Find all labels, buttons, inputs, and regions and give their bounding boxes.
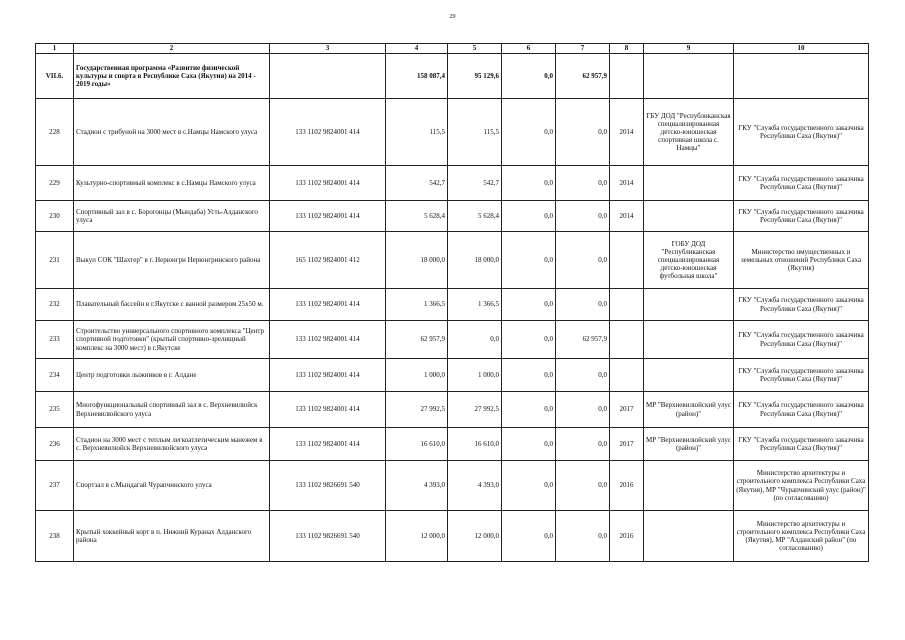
row-number: 231 xyxy=(36,232,74,289)
row-number: 236 xyxy=(36,428,74,461)
customer-cell: Министерство архитектуры и строительного комплекса Республики Саха (Якутия), МР "Чурапчинский улус (район)" (по согласованию) xyxy=(734,461,869,511)
object-name: Спортзал в с.Мындагай Чурапчинского улуса xyxy=(74,461,270,511)
amount-col7: 0,0 xyxy=(556,511,610,562)
year-cell: 2014 xyxy=(610,201,644,232)
total-amount: 158 087,4 xyxy=(386,54,448,99)
customer-cell: ГКУ "Служба государственного заказчика Республики Саха (Якутия)" xyxy=(734,201,869,232)
object-name: Стадион на 3000 мест с теплым легкоатлетическим манежем в с. Верхневилюйск Верхневилюйского улуса xyxy=(74,428,270,461)
organization-cell xyxy=(644,289,734,321)
organization-cell: ГОБУ ДОД "Республиканская специализированная детско-юношеская футбольная школа" xyxy=(644,232,734,289)
organization-cell xyxy=(644,321,734,359)
customer-cell: ГКУ "Служба государственного заказчика Республики Саха (Якутия)" xyxy=(734,166,869,201)
amount-col5: 4 393,0 xyxy=(448,461,502,511)
column-header: 5 xyxy=(448,44,502,54)
object-name: Плавательный бассейн в г.Якутске с ванной размером 25х50 м. xyxy=(74,289,270,321)
amount-col5: 16 610,0 xyxy=(448,428,502,461)
customer-cell: ГКУ "Служба государственного заказчика Республики Саха (Якутия)" xyxy=(734,289,869,321)
total-amount: 1 366,5 xyxy=(386,289,448,321)
table-row xyxy=(36,232,869,289)
year-cell: 2017 xyxy=(610,392,644,428)
column-header: 4 xyxy=(386,44,448,54)
table-row xyxy=(36,428,869,461)
organization-cell xyxy=(644,54,734,99)
amount-col6: 0,0 xyxy=(502,392,556,428)
amount-col6: 0,0 xyxy=(502,289,556,321)
year-cell xyxy=(610,289,644,321)
amount-col7: 0,0 xyxy=(556,428,610,461)
customer-cell: ГКУ "Служба государственного заказчика Республики Саха (Якутия)" xyxy=(734,428,869,461)
row-number: 232 xyxy=(36,289,74,321)
object-name: Центр подготовки лыжников в г. Алдане xyxy=(74,359,270,392)
budget-code: 133 1102 9824001 414 xyxy=(270,99,386,166)
object-name: Культурно-спортивный комплекс в с.Намцы Намского улуса xyxy=(74,166,270,201)
total-amount: 62 957,9 xyxy=(386,321,448,359)
organization-cell: МР "Верхневилюйский улус (район)" xyxy=(644,428,734,461)
year-cell xyxy=(610,321,644,359)
customer-cell xyxy=(734,54,869,99)
amount-col5: 115,5 xyxy=(448,99,502,166)
table-row xyxy=(36,511,869,562)
year-cell xyxy=(610,359,644,392)
organization-cell xyxy=(644,461,734,511)
amount-col6: 0,0 xyxy=(502,201,556,232)
amount-col7: 0,0 xyxy=(556,392,610,428)
table-row xyxy=(36,289,869,321)
table-row xyxy=(36,392,869,428)
row-number: 237 xyxy=(36,461,74,511)
object-name: Выкуп СОК "Шахтер" в г. Нерюнгри Нерюнгринского района xyxy=(74,232,270,289)
amount-col7: 0,0 xyxy=(556,201,610,232)
program-code: VII.6. xyxy=(36,54,74,99)
program-name: Государственная программа «Развитие физической культуры и спорта в Республике Саха (Якутия) на 2014 - 2019 годы» xyxy=(74,54,270,99)
row-number: 235 xyxy=(36,392,74,428)
amount-col6: 0,0 xyxy=(502,461,556,511)
column-header: 9 xyxy=(644,44,734,54)
amount-col6: 0,0 xyxy=(502,359,556,392)
amount-col5: 95 129,6 xyxy=(448,54,502,99)
customer-cell: ГКУ "Служба государственного заказчика Республики Саха (Якутия)" xyxy=(734,99,869,166)
budget-code: 133 1102 9826691 540 xyxy=(270,511,386,562)
amount-col6: 0,0 xyxy=(502,166,556,201)
amount-col7: 0,0 xyxy=(556,461,610,511)
budget-code: 133 1102 9824001 414 xyxy=(270,428,386,461)
organization-cell xyxy=(644,359,734,392)
budget-code: 133 1102 9824001 414 xyxy=(270,201,386,232)
year-cell: 2014 xyxy=(610,166,644,201)
object-name: Крытый хоккейный корт в п. Нижний Куранах Алданского района xyxy=(74,511,270,562)
column-header: 6 xyxy=(502,44,556,54)
budget-code: 133 1102 9824001 414 xyxy=(270,166,386,201)
customer-cell: Министерство имущественных и земельных отношений Республики Саха (Якутия) xyxy=(734,232,869,289)
row-number: 234 xyxy=(36,359,74,392)
year-cell: 2017 xyxy=(610,428,644,461)
table-row xyxy=(36,201,869,232)
amount-col7: 62 957,9 xyxy=(556,321,610,359)
amount-col6: 0,0 xyxy=(502,428,556,461)
amount-col7: 0,0 xyxy=(556,289,610,321)
object-name: Спортивный зал в с. Борогонцы (Мындаба) Усть-Алданского улуса xyxy=(74,201,270,232)
amount-col7: 0,0 xyxy=(556,232,610,289)
customer-cell: ГКУ "Служба государственного заказчика Республики Саха (Якутия)" xyxy=(734,359,869,392)
total-amount: 4 393,0 xyxy=(386,461,448,511)
amount-col7: 0,0 xyxy=(556,166,610,201)
year-cell: 2016 xyxy=(610,461,644,511)
page-number: 29 xyxy=(449,14,456,20)
amount-col5: 5 628,4 xyxy=(448,201,502,232)
total-amount: 18 000,0 xyxy=(386,232,448,289)
table-row xyxy=(36,461,869,511)
row-number: 228 xyxy=(36,99,74,166)
amount-col6: 0,0 xyxy=(502,99,556,166)
year-cell xyxy=(610,232,644,289)
organization-cell xyxy=(644,201,734,232)
budget-code: 133 1102 9824001 414 xyxy=(270,289,386,321)
total-amount: 115,5 xyxy=(386,99,448,166)
year-cell: 2016 xyxy=(610,511,644,562)
amount-col5: 27 992,5 xyxy=(448,392,502,428)
total-amount: 1 000,0 xyxy=(386,359,448,392)
budget-code: 133 1102 9826691 540 xyxy=(270,461,386,511)
row-number: 229 xyxy=(36,166,74,201)
budget-code: 133 1102 9824001 414 xyxy=(270,392,386,428)
column-header: 10 xyxy=(734,44,869,54)
table-row xyxy=(36,166,869,201)
header-row xyxy=(36,44,869,54)
object-name: Строительство универсального спортивного комплекса "Центр спортивной подготовки" (крытый спортивно-зрелищный комплекс на 3000 мест) в г.Якутске xyxy=(74,321,270,359)
amount-col5: 1 366,5 xyxy=(448,289,502,321)
budget-code: 133 1102 9824001 414 xyxy=(270,359,386,392)
total-amount: 27 992,5 xyxy=(386,392,448,428)
total-amount: 12 000,0 xyxy=(386,511,448,562)
budget-code: 165 1102 9824001 412 xyxy=(270,232,386,289)
amount-col7: 0,0 xyxy=(556,359,610,392)
year-cell xyxy=(610,54,644,99)
amount-col6: 0,0 xyxy=(502,232,556,289)
row-number: 233 xyxy=(36,321,74,359)
table-row xyxy=(36,321,869,359)
column-header: 1 xyxy=(36,44,74,54)
column-header: 3 xyxy=(270,44,386,54)
organization-cell: МР "Верхневилюйский улус (район)" xyxy=(644,392,734,428)
column-header: 8 xyxy=(610,44,644,54)
table-row xyxy=(36,359,869,392)
column-header: 2 xyxy=(74,44,270,54)
year-cell: 2014 xyxy=(610,99,644,166)
customer-cell: ГКУ "Служба государственного заказчика Республики Саха (Якутия)" xyxy=(734,392,869,428)
object-name: Стадион с трибуной на 3000 мест в с.Намцы Намского улуса xyxy=(74,99,270,166)
amount-col6: 0,0 xyxy=(502,511,556,562)
budget-code xyxy=(270,54,386,99)
total-amount: 16 610,0 xyxy=(386,428,448,461)
customer-cell: ГКУ "Служба государственного заказчика Республики Саха (Якутия)" xyxy=(734,321,869,359)
amount-col7: 62 957,9 xyxy=(556,54,610,99)
amount-col5: 0,0 xyxy=(448,321,502,359)
amount-col5: 1 000,0 xyxy=(448,359,502,392)
amount-col7: 0,0 xyxy=(556,99,610,166)
organization-cell: ГБУ ДОД "Республиканская специализированная детско-юношеская спортивная школа с. Намцы" xyxy=(644,99,734,166)
total-amount: 5 628,4 xyxy=(386,201,448,232)
total-amount: 542,7 xyxy=(386,166,448,201)
amount-col6: 0,0 xyxy=(502,54,556,99)
row-number: 238 xyxy=(36,511,74,562)
program-table xyxy=(35,43,869,562)
organization-cell xyxy=(644,511,734,562)
table-row xyxy=(36,99,869,166)
amount-col5: 12 000,0 xyxy=(448,511,502,562)
row-number: 230 xyxy=(36,201,74,232)
column-header: 7 xyxy=(556,44,610,54)
program-summary-row xyxy=(36,54,869,99)
amount-col5: 18 000,0 xyxy=(448,232,502,289)
amount-col5: 542,7 xyxy=(448,166,502,201)
budget-code: 133 1102 9824001 414 xyxy=(270,321,386,359)
organization-cell xyxy=(644,166,734,201)
amount-col6: 0,0 xyxy=(502,321,556,359)
object-name: Многофункциональный спортивный зал в с. Верхневилюйск Верхневилюйского улуса xyxy=(74,392,270,428)
customer-cell: Министерство архитектуры и строительного комплекса Республики Саха (Якутия), МР "Алданский район" (по согласованию) xyxy=(734,511,869,562)
